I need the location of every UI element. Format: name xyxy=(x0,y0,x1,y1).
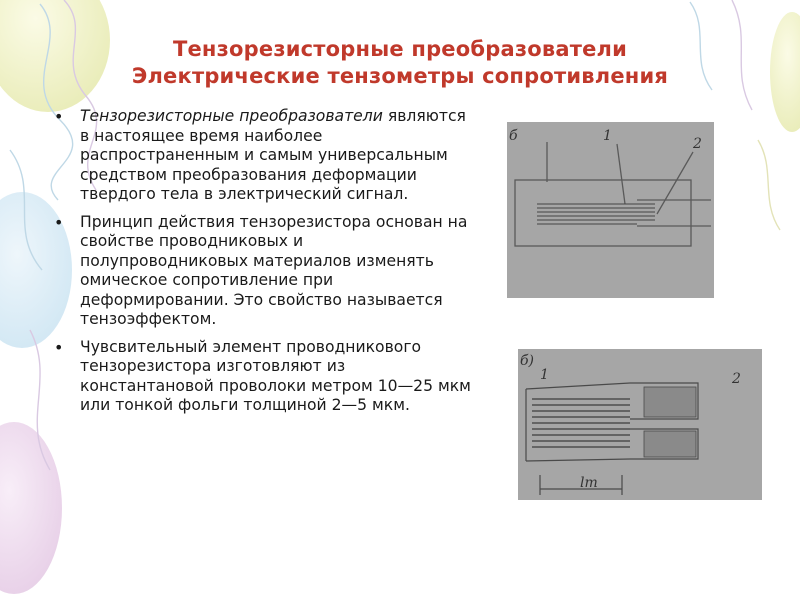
title-line-1: Тензорезисторные преобразователи xyxy=(172,37,628,61)
slide-title xyxy=(0,36,800,90)
figure-label-b: б xyxy=(509,128,518,144)
bullet-text: Принцип действия тензорезистора основан на свойстве проводниковых и полупроводниковых материалов изменять омическое сопротивление при деформировании. Это свойство называется тензоэффектом. xyxy=(80,212,468,328)
bullet-icon: • xyxy=(54,107,64,126)
bullet-icon: • xyxy=(54,337,64,357)
title-line-2: Электрические тензометры сопротивления xyxy=(131,64,669,88)
bullet-list xyxy=(54,107,474,424)
bullet-text: Чувсвительный элемент проводникового тензорезистора изготовляют из константановой проволоки метром 10—25 мкм или тонкой фольги толщиной 2—5 мкм. xyxy=(80,337,471,414)
list-item xyxy=(54,338,474,416)
list-item xyxy=(54,213,474,330)
bullet-icon: • xyxy=(54,212,64,232)
foil-strain-gauge-figure xyxy=(518,349,762,500)
figure-label-2: 2 xyxy=(693,136,702,152)
bullet-lead-italic: Тензорезисторные преобразователи xyxy=(80,107,383,125)
bullet-text: являются в настоящее время наиболее распространенным и самым универсальным средством преобразования деформации твердого тела в электрический сигнал. xyxy=(80,107,466,203)
figure-label-1: 1 xyxy=(540,367,549,383)
list-item xyxy=(54,107,474,205)
figure-label-b: б) xyxy=(520,353,535,369)
figure-dim-label: lт xyxy=(580,475,598,491)
wire-strain-gauge-figure xyxy=(507,122,714,298)
balloon-pink xyxy=(0,422,62,594)
figure-label-2: 2 xyxy=(732,371,741,387)
figure-label-1: 1 xyxy=(603,128,612,144)
